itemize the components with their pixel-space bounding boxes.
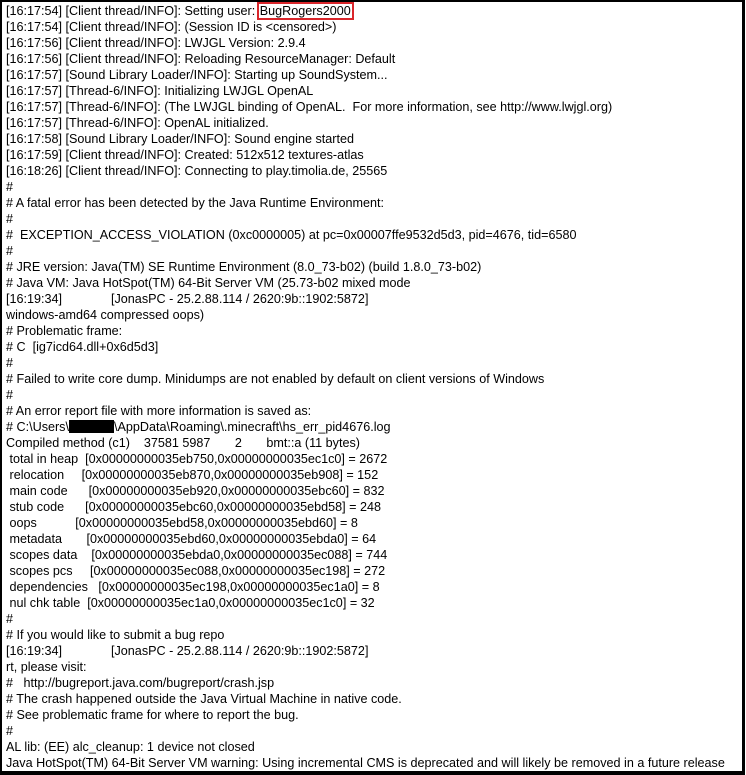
log-lines-group-b <box>6 435 745 771</box>
log-line: [16:17:58] [Sound Library Loader/INFO]: Sound engine started <box>6 132 354 146</box>
log-line-text: [16:17:54] [Client thread/INFO]: Setting user: <box>6 4 259 18</box>
log-line: [16:17:57] [Sound Library Loader/INFO]: Starting up SoundSystem... <box>6 68 388 82</box>
log-line: oops [0x00000000035ebd58,0x00000000035ebd60] = 8 <box>6 516 358 530</box>
log-line-report-path <box>6 419 745 435</box>
log-line: stub code [0x00000000035ebc60,0x00000000035ebd58] = 248 <box>6 500 381 514</box>
path-prefix: # C:\Users\ <box>6 420 69 434</box>
log-line: # <box>6 388 14 402</box>
log-lines-group-a <box>6 19 745 419</box>
log-line: [16:17:57] [Thread-6/INFO]: Initializing LWJGL OpenAL <box>6 84 314 98</box>
log-line: # <box>6 356 14 370</box>
log-line: # http://bugreport.java.com/bugreport/crash.jsp <box>6 676 275 690</box>
log-line: relocation [0x00000000035eb870,0x00000000035eb908] = 152 <box>6 468 379 482</box>
log-line: scopes data [0x00000000035ebda0,0x00000000035ec088] = 744 <box>6 548 388 562</box>
log-line: # <box>6 612 14 626</box>
log-line: # <box>6 724 14 738</box>
log-line: # The crash happened outside the Java Virtual Machine in native code. <box>6 692 402 706</box>
log-line: # EXCEPTION_ACCESS_VIOLATION (0xc0000005) at pc=0x00007ffe9532d5d3, pid=4676, tid=6580 <box>6 228 577 242</box>
log-line: [16:18:26] [Client thread/INFO]: Connecting to play.timolia.de, 25565 <box>6 164 388 178</box>
log-line: metadata [0x00000000035ebd60,0x00000000035ebda0] = 64 <box>6 532 377 546</box>
log-line: [16:17:59] [Client thread/INFO]: Created: 512x512 textures-atlas <box>6 148 364 162</box>
log-text-area[interactable] <box>6 3 745 771</box>
log-line: # An error report file with more information is saved as: <box>6 404 312 418</box>
log-line: # <box>6 244 14 258</box>
log-line: # <box>6 180 14 194</box>
log-line: scopes pcs [0x00000000035ec088,0x00000000035ec198] = 272 <box>6 564 386 578</box>
log-line: # C [ig7icd64.dll+0x6d5d3] <box>6 340 159 354</box>
log-line: [16:19:34] [JonasPC - 25.2.88.114 / 2620:9b::1902:5872] <box>6 644 369 658</box>
log-line: # <box>6 212 14 226</box>
log-line: [16:17:56] [Client thread/INFO]: LWJGL Version: 2.9.4 <box>6 36 306 50</box>
log-line: [16:17:57] [Thread-6/INFO]: OpenAL initialized. <box>6 116 269 130</box>
path-suffix: \AppData\Roaming\.minecraft\hs_err_pid4676.log <box>113 420 391 434</box>
log-line: total in heap [0x00000000035eb750,0x00000000035ec1c0] = 2672 <box>6 452 388 466</box>
log-line: Compiled method (c1) 37581 5987 2 bmt::a (11 bytes) <box>6 436 360 450</box>
log-line-setting-user <box>6 3 745 19</box>
log-line: windows-amd64 compressed oops) <box>6 308 205 322</box>
log-line: # JRE version: Java(TM) SE Runtime Environment (8.0_73-b02) (build 1.8.0_73-b02) <box>6 260 482 274</box>
redacted-username-block <box>69 420 114 433</box>
log-line: [16:17:56] [Client thread/INFO]: Reloading ResourceManager: Default <box>6 52 396 66</box>
log-line: [16:17:57] [Thread-6/INFO]: (The LWJGL binding of OpenAL. For more information, see http://www.lwjgl.org) <box>6 100 613 114</box>
log-line: # Java VM: Java HotSpot(TM) 64-Bit Server VM (25.73-b02 mixed mode <box>6 276 411 290</box>
log-line: Java HotSpot(TM) 64-Bit Server VM warning: Using incremental CMS is deprecated and will likely be removed in a future release <box>6 756 725 770</box>
log-line: AL lib: (EE) alc_cleanup: 1 device not closed <box>6 740 255 754</box>
log-line: main code [0x00000000035eb920,0x00000000035ebc60] = 832 <box>6 484 385 498</box>
log-line: dependencies [0x00000000035ec198,0x00000000035ec1a0] = 8 <box>6 580 380 594</box>
log-line: rt, please visit: <box>6 660 87 674</box>
username-highlight: BugRogers2000 <box>259 4 351 18</box>
log-line: [16:17:54] [Client thread/INFO]: (Session ID is <censored>) <box>6 20 337 34</box>
log-line: nul chk table [0x00000000035ec1a0,0x00000000035ec1c0] = 32 <box>6 596 375 610</box>
log-line: # See problematic frame for where to report the bug. <box>6 708 299 722</box>
log-line: # A fatal error has been detected by the Java Runtime Environment: <box>6 196 385 210</box>
log-line: [16:19:34] [JonasPC - 25.2.88.114 / 2620:9b::1902:5872] <box>6 292 369 306</box>
log-line: # Failed to write core dump. Minidumps are not enabled by default on client versions of Windows <box>6 372 545 386</box>
log-line: # Problematic frame: <box>6 324 123 338</box>
log-line: # If you would like to submit a bug repo <box>6 628 225 642</box>
